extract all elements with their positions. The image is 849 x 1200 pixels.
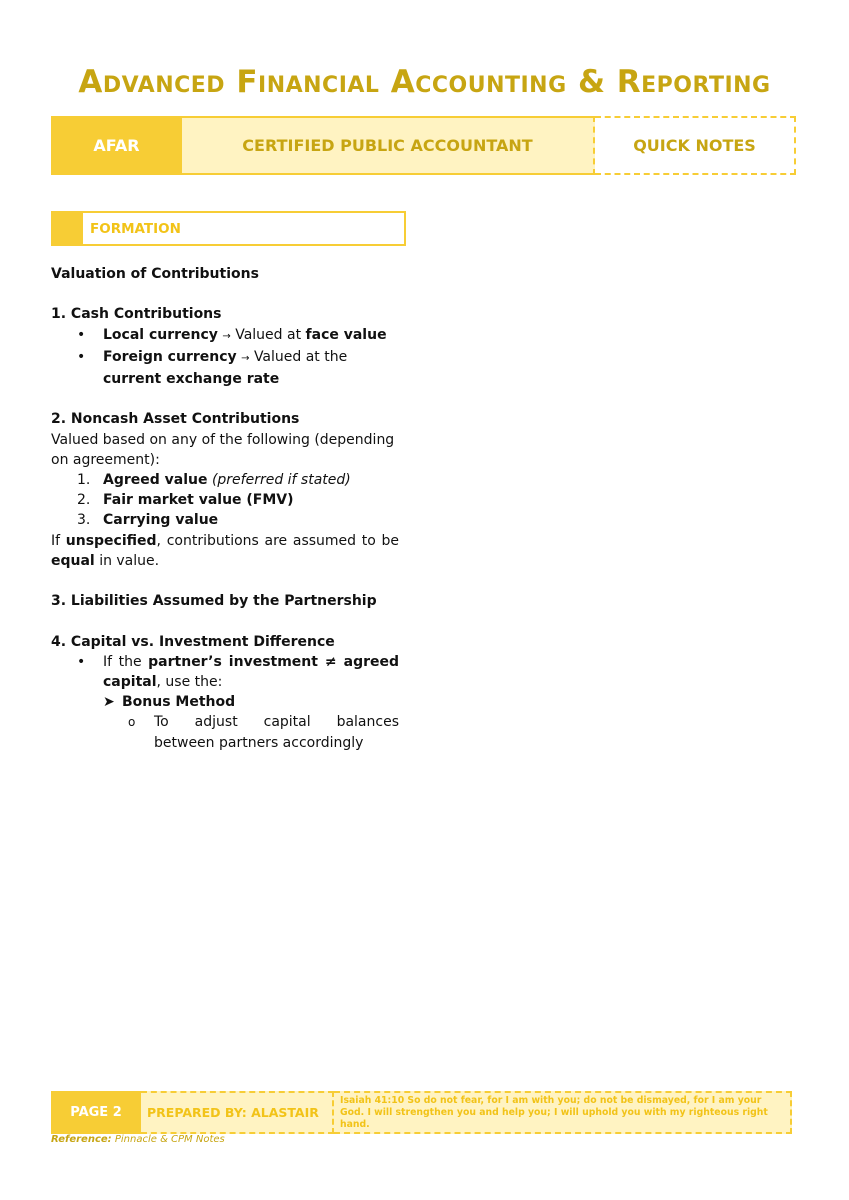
item-label: Agreed value [103, 472, 208, 488]
capital-use: , use the: [156, 674, 223, 690]
item-number: 2. [77, 492, 91, 509]
capital-title: 4. Capital vs. Investment Difference [51, 633, 335, 650]
local-text: Valued at [235, 326, 302, 343]
list-item: • Foreign currency → Valued at the current exchange rate [77, 348, 348, 387]
method-label: Bonus Method [122, 694, 236, 711]
bonus-method [51, 692, 399, 712]
notes-content [51, 264, 399, 753]
item-label: Carrying value [103, 512, 219, 529]
capital-bold: partner’s investment ≠ agreed capital [103, 653, 400, 690]
verse: Isaiah 41:10 So do not fear, for I am with you; do not be dismayed, for I am your God. I will strengthen you and help you; I will uphold you with my righteous right hand. [334, 1091, 792, 1134]
foreign-value: current exchange rate [103, 371, 280, 387]
local-value: face value [305, 326, 387, 343]
list-item [51, 510, 399, 530]
footer-bar [51, 1091, 792, 1134]
item-number: 1. [77, 472, 91, 488]
local-label: Local currency [103, 326, 218, 343]
doc-type-label: QUICK NOTES [595, 116, 796, 175]
circle-bullet-icon: o [128, 715, 136, 730]
header-bar [51, 116, 796, 175]
arrow-icon: → [241, 352, 250, 364]
arrow-icon: → [222, 330, 231, 342]
page-number: PAGE 2 [51, 1091, 141, 1134]
noncash-title: 2. Noncash Asset Contributions [51, 411, 300, 428]
list-item: • If the partner’s investment ≠ agreed capital, use the: [77, 653, 400, 690]
item-label: Fair market value (FMV) [103, 492, 294, 509]
section-header [51, 211, 406, 246]
list-item [51, 470, 399, 490]
list-item: • Local currency → Valued at face value [77, 326, 387, 343]
noncash-intro: Valued based on any of the following (depending on agreement): [51, 431, 395, 468]
page-title: Advanced Financial Accounting & Reporting [78, 64, 771, 100]
list-item [51, 712, 399, 752]
liabilities-title: 3. Liabilities Assumed by the Partnership [51, 593, 377, 610]
foreign-text: Valued at the [253, 348, 348, 365]
list-item [51, 490, 399, 510]
foreign-label: Foreign currency [103, 348, 237, 365]
item-number: 3. [77, 512, 91, 529]
section-title: FORMATION [90, 220, 181, 237]
prepared-by: PREPARED BY: ALASTAIR [141, 1091, 334, 1134]
section-header-marker [53, 213, 83, 244]
reference: Reference: Pinnacle & CPM Notes [51, 1134, 225, 1145]
unspecified-note: If unspecified, contributions are assumed to be equal in value. [51, 532, 399, 569]
item-note: (preferred if stated) [211, 472, 351, 488]
detail-line: between partners accordingly [154, 734, 364, 751]
capital-if: If the [103, 653, 142, 670]
subject-badge: AFAR [51, 116, 182, 175]
course-label: CERTIFIED PUBLIC ACCOUNTANT [182, 116, 595, 175]
detail-line: To adjust capital balances [154, 714, 399, 731]
content-heading: Valuation of Contributions [51, 266, 259, 282]
cash-title: 1. Cash Contributions [51, 306, 222, 323]
arrow-icon: ➤ [103, 694, 115, 711]
